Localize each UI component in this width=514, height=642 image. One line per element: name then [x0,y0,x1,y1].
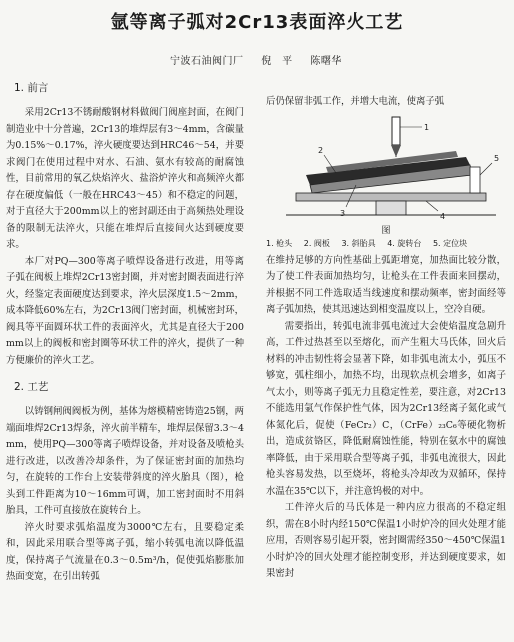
part-label: 4 [440,211,446,221]
right-paragraph-2: 需要指出，转弧电流非弧电流过大会使焰温度急剧升高，工件过热甚至以至熔化，而产生粗大马氏体，回火后材料的冲击韧性将会显著下降，如非弧电流太小，弧压不够宽，弧柱细小，加热不均，出现软点机会增多，如离子气太小，则等离子弧无力且稳定性差，要注意，对2Cr13不能选用氩气作保护性气体，因为2Cr13经离子氮化或气体氮化后，促使（FeCr₂）C，（CrFe）₂₃C₆等硬化物析出，造成贫铬区，降低耐腐蚀性能，特别在氨水中的腐蚀率降低，由于采用联合型等离子弧，非弧电流很大，因此枪头容易发热，以至烧坏，将枪头冷却改为双循环，保持水温在35℃以下，并注意钨极的对中。 [266,320,506,497]
paper-title: 氩等离子弧对2Cr13表面淬火工艺 [110,12,404,33]
apparatus-figure [266,115,506,223]
legend-item: 5. 定位块 [432,238,468,248]
part-label: 3 [340,208,346,218]
process-paragraph-2: 淬火时要求弧焰温度为3000℃左右，且要稳定柔和，因此采用联合型等离子弧，缩小转弧电流以降低温度，保持离子气流量在0.3～0.5m³/h，促使弧焰膨胀加热面变宽，在引出转弧 [6,521,244,582]
section-heading-intro: 1. 前言 [14,82,49,94]
apparatus-drawing [266,115,506,223]
section-heading-process: 2. 工艺 [14,381,49,393]
author-name: 倪 平 [261,56,293,67]
process-paragraph-1: 以铸钢闸阀阀板为例，基体为熔模精密铸造25钢，两端面堆焊2Cr13焊条，淬火前半精车，堆焊层保留3.3～4mm，使用PQ—300等离子喷焊设备，并对设备及喷枪头进行改进，以改善冷却条件，为了保证密封面的加热均匀，在旋转的工作台上安装带斜度的淬火胎具（图），枪头到工件距离为10～16mm可调，加工密封面时不用斜胎具，工件可直接放在旋转台上。 [6,406,244,516]
author-line [170,52,410,67]
locating-block-shape [470,167,480,193]
part-label: 1 [424,122,430,132]
author-name: 陈曙华 [310,56,342,67]
right-paragraph-1: 在维持足够的方向性基础上弧距增宽，加热面比较分散，为了使工件表面加热均匀，让枪头在工件表面来回摆动，并根据不同工件选取适当线速度和摆动频率，密封面经等离子弧加热，使其迅速达到相变温度以上，空冷自硬。 [266,254,506,315]
figure-legend [266,238,506,249]
right-paragraph-3: 工件淬火后的马氏体是一种内应力很高的不稳定组织，需在8小时内经150℃保温1小时炉冷的回火处理才能应用，否则容易引起开裂，密封圈需经350～450℃保温1小时炉冷的回火处理才能控制变形，并达到硬度要求，如果密封 [266,502,506,579]
figure-caption: 图 [381,225,391,236]
left-column [6,80,244,586]
legend-item: 3. 斜胎具 [341,238,376,248]
intro-paragraph-2: 本厂对PQ—300等离子喷焊设备进行改进，用等离子弧在阀板上堆焊2Cr13密封圈，并对密封圈表面进行淬火，经鉴定表面硬度达到要求，淬火层深度1.5～2mm，成本降低60%左右，为2Cr13阀门密封面，机械密封环，阀具等平面圆环状工件的表面淬火，尤其是直径大于200mm以上的阀板和密封圈等环状工件的淬火，提供了一种方便廉价的淬火工艺。 [6,255,244,366]
continued-paragraph: 后仍保留非弧工作，并增大电流，使离子弧 [266,96,445,107]
legend-item: 1. 枪头 [266,238,293,248]
part-label: 2 [318,145,324,155]
torch-shape [391,117,401,157]
part-label: 5 [494,153,500,163]
affiliation: 宁波石油阀门厂 [170,56,244,67]
legend-item: 2. 阀板 [303,238,330,248]
legend-item: 4. 旋转台 [387,238,422,248]
rotary-table-shape [286,193,496,215]
right-column [266,94,506,583]
intro-paragraph-1: 采用2Cr13不锈耐酸钢材料做阀门阀座封面，在阀门制造业中十分普遍，2Cr13的堆焊层有3～4mm，含碳量为0.15%～0.17%，淬火硬度要达到HRC46～54，并要求阀门在使用过程中对水、石油、氨水有较高的耐腐蚀性，目前常用的氧乙炔焰淬火、盐浴炉淬火和高频淬火都存在硬度偏低（一般在HRC43～45）和不稳定的问题，对于直径大于200mm以上的密封副还由于高频热处理设备的限制无法淬火，只能在堆焊后直接间火达到硬度要求。 [6,107,244,250]
